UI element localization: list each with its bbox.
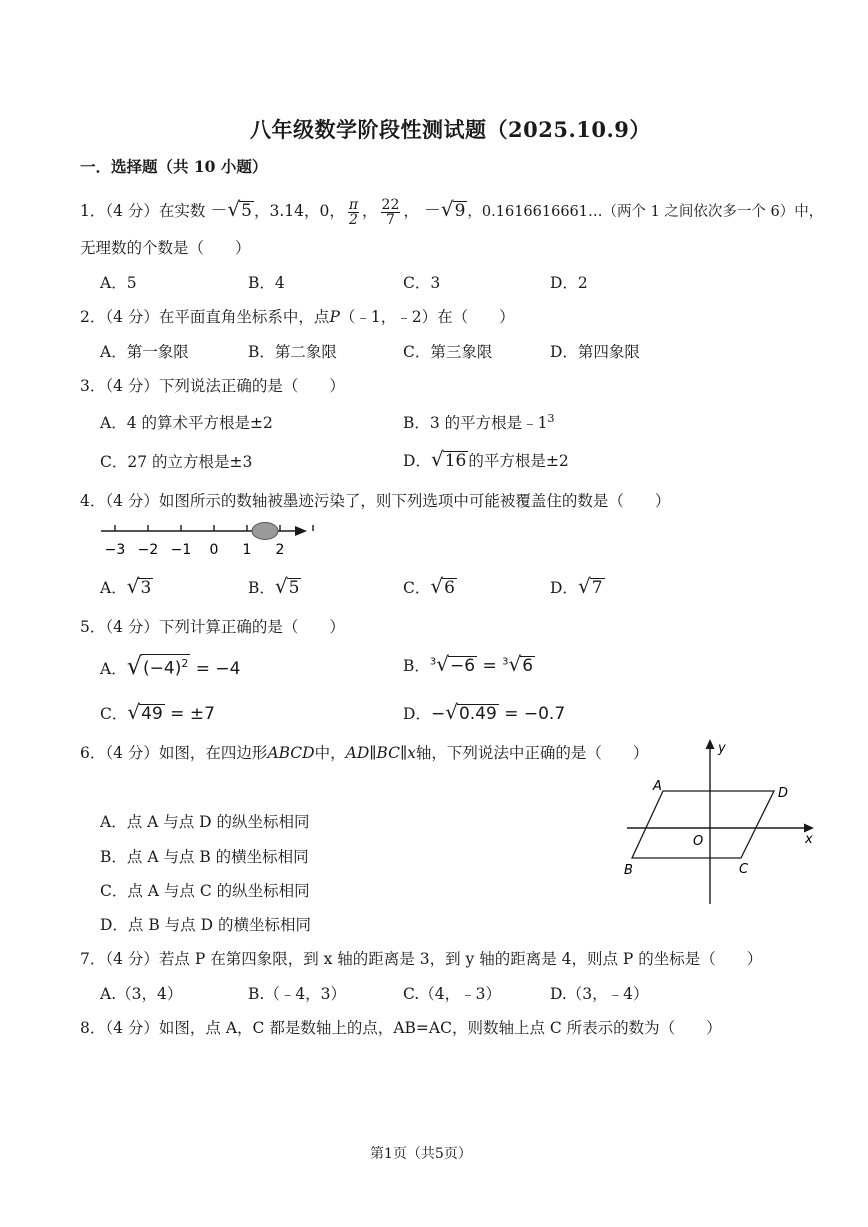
radicand: 0.49	[458, 704, 497, 724]
radical-sign: √	[430, 574, 444, 598]
option-label: C．	[100, 705, 128, 723]
denominator: 2	[348, 211, 358, 228]
tick-label: 1	[242, 542, 252, 558]
minus-sign: －	[210, 201, 228, 221]
question-score: （4 分）	[105, 618, 159, 636]
option-c[interactable]	[100, 700, 215, 724]
question-text: 如图，在四边形	[158, 744, 268, 762]
radicand: 9	[454, 201, 466, 221]
question-text: 轴，下列说法中正确的是（ ）	[415, 744, 649, 762]
option-a[interactable]: A.（3，4）	[100, 985, 183, 1003]
question-number: 6．	[80, 744, 106, 762]
radicand: 49	[141, 704, 163, 724]
tick-label: 2	[275, 542, 285, 558]
neg-sqrt9	[423, 197, 468, 221]
option-text: 的平方根是±2	[468, 452, 569, 470]
question-6	[80, 741, 648, 763]
label-o: O	[693, 834, 704, 849]
option-label: A．	[100, 660, 127, 678]
page-footer: 第1页（共5页）	[370, 1146, 472, 1162]
radicand: $(-4)^2$	[141, 654, 190, 678]
label-c: C	[739, 862, 749, 877]
option-label: D．	[403, 452, 431, 470]
radical-sign: √	[126, 574, 140, 598]
label-y: y	[718, 741, 726, 756]
question-number: 7．	[80, 950, 106, 968]
option-d[interactable]: D．2	[550, 274, 588, 292]
label-b: B	[624, 863, 633, 878]
question-4	[80, 489, 670, 511]
label-d: D	[778, 786, 789, 801]
option-c[interactable]: C．点 A 与点 C 的纵坐标相同	[100, 882, 310, 900]
option-a[interactable]: A．4 的算术平方根是±2	[100, 414, 273, 432]
question-number: 5．	[80, 618, 106, 636]
option-d[interactable]: D.（3，﹣4）	[550, 985, 649, 1003]
minus-sign: −	[430, 704, 446, 724]
fraction-22-over-7	[381, 198, 401, 227]
question-text: 如图，点 A，C 都是数轴上的点，AB=AC，则数轴上点 C 所表示的数为（ ）	[158, 1019, 722, 1037]
option-label: C．	[403, 579, 431, 597]
root-index: 3	[429, 656, 437, 668]
radical-sign: √	[430, 447, 444, 471]
option-d[interactable]	[403, 700, 565, 724]
radical-sign: √	[440, 197, 454, 221]
option-b[interactable]	[403, 411, 555, 433]
question-text: 若点 P 在第四象限，到 x 轴的距离是 3，到 y 轴的距离是 4，则点 P 的坐标是（ ）	[158, 950, 763, 968]
minus-sign: －	[423, 201, 441, 221]
radical-sign: √	[126, 652, 142, 680]
ink-blot	[252, 523, 278, 540]
question-text: 在平面直角坐标系中，点	[158, 308, 330, 326]
question-text: 下列说法正确的是（ ）	[158, 377, 345, 395]
question-text-tail: ，0.1616616661…（两个 1 之间依次多一个 6）中，	[467, 204, 824, 220]
option-b[interactable]: B．4	[248, 274, 285, 292]
radicand: 7	[591, 578, 603, 598]
question-number: 1．	[80, 202, 106, 220]
neg-sqrt5	[210, 197, 254, 221]
number-list: ，3.14，0，	[253, 202, 345, 220]
question-score: （4 分）	[105, 492, 159, 510]
option-label: B．	[403, 657, 430, 675]
option-a[interactable]	[100, 574, 153, 598]
question-number: 2．	[80, 308, 106, 326]
option-c[interactable]: C．第三象限	[403, 343, 493, 361]
question-score: （4 分）	[105, 202, 159, 220]
question-score: （4 分）	[105, 308, 159, 326]
option-label: D．	[403, 705, 431, 723]
radical-sign: √	[445, 700, 458, 724]
question-text: 如图所示的数轴被墨迹污染了，则下列选项中可能被覆盖住的数是（ ）	[158, 492, 671, 510]
option-c[interactable]: C．3	[403, 274, 441, 292]
question-3	[80, 374, 345, 396]
option-b[interactable]: B.（﹣4，3）	[248, 985, 347, 1003]
page-title: 八年级数学阶段性测试题（2025.10.9）	[250, 117, 651, 142]
comma: ，	[362, 202, 378, 220]
question-text: 在实数	[158, 202, 206, 220]
option-a[interactable]: A．点 A 与点 D 的纵坐标相同	[100, 813, 310, 831]
tick-label: −2	[137, 542, 159, 558]
y-axis-arrow-icon	[706, 739, 715, 749]
question-5	[80, 615, 345, 637]
denominator: 7	[386, 211, 395, 228]
parallel-statement: AD∥BC∥x	[345, 744, 416, 762]
section-heading: 一．选择题（共 10 小题）	[80, 157, 268, 176]
option-a[interactable]: A．第一象限	[100, 343, 189, 361]
radicand: 5	[288, 578, 300, 598]
numerator: π	[348, 196, 359, 213]
question-text: （﹣1，﹣2）在（ ）	[339, 308, 515, 326]
fraction-pi-over-2	[348, 198, 359, 227]
root-index: 3	[502, 656, 509, 668]
radical-sign: √	[127, 700, 141, 724]
option-label: D．	[550, 579, 578, 597]
option-c[interactable]: C.（4，﹣3）	[403, 985, 501, 1003]
question-score: （4 分）	[105, 1019, 159, 1037]
radicand: −6	[450, 656, 476, 676]
radicand: 6	[444, 578, 455, 598]
option-d[interactable]	[550, 574, 605, 598]
radicand: 3	[140, 578, 152, 598]
radical-sign: √	[274, 574, 288, 598]
numerator: 22	[381, 196, 400, 213]
option-a[interactable]: A．5	[100, 274, 137, 292]
label-a: A	[653, 779, 662, 794]
comma: ，	[403, 202, 419, 220]
option-text: B．3 的平方根是﹣1	[403, 414, 548, 432]
number-line-figure	[95, 514, 320, 562]
equation-rhs: = ±7	[170, 704, 215, 724]
tick-label: 0	[209, 542, 219, 558]
question-1-line2: 无理数的个数是（ ）	[80, 239, 251, 257]
equation-rhs: = −0.7	[504, 704, 566, 724]
question-score: （4 分）	[105, 950, 159, 968]
question-number: 4．	[80, 492, 106, 510]
radical-sign: √	[508, 652, 522, 676]
equals-sign: =	[482, 656, 497, 676]
question-2	[80, 305, 515, 327]
option-b[interactable]: B．第二象限	[248, 343, 337, 361]
tick-label: −1	[170, 542, 192, 558]
arrow-head-icon	[295, 526, 307, 536]
option-d[interactable]	[403, 447, 569, 471]
question-number: 3．	[80, 377, 106, 395]
option-a[interactable]	[100, 652, 240, 680]
point-label: P	[329, 308, 340, 326]
radical-sign: √	[436, 652, 450, 676]
quadrilateral-name: ABCD	[267, 744, 315, 762]
option-d[interactable]: D．第四象限	[550, 343, 640, 361]
equation-rhs: = −4	[195, 659, 241, 679]
option-d[interactable]: D．点 B 与点 D 的横坐标相同	[100, 916, 311, 934]
question-score: （4 分）	[105, 744, 159, 762]
option-label: A．	[100, 579, 127, 597]
option-label: B．	[248, 579, 275, 597]
option-c[interactable]: C．27 的立方根是±3	[100, 453, 253, 471]
option-b[interactable]	[403, 652, 535, 676]
question-1	[80, 196, 823, 227]
question-text: 下列计算正确的是（ ）	[158, 618, 345, 636]
radicand: 16	[444, 451, 467, 471]
question-7	[80, 947, 762, 969]
question-number: 8．	[80, 1019, 106, 1037]
label-x: x	[805, 832, 813, 847]
radicand: 5	[241, 201, 252, 221]
option-c[interactable]	[403, 574, 457, 598]
radical-sign: √	[577, 574, 591, 598]
radicand: 6	[522, 656, 534, 676]
tick-label: −3	[104, 542, 126, 558]
superscript: 3	[547, 411, 555, 425]
question-score: （4 分）	[105, 377, 159, 395]
option-b[interactable]: B．点 A 与点 B 的横坐标相同	[100, 848, 309, 866]
radical-sign: √	[227, 197, 241, 221]
question-text: 中，	[314, 744, 346, 762]
coordinate-figure	[615, 732, 825, 910]
option-b[interactable]	[248, 574, 301, 598]
question-8	[80, 1016, 722, 1038]
